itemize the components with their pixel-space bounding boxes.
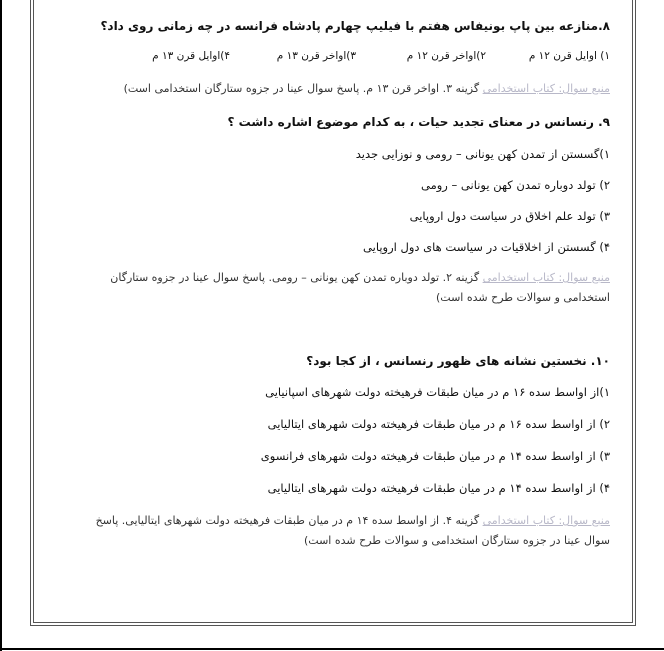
question-8-option-4: ۴)اوایل قرن ۱۳ م [152, 50, 230, 62]
question-10-answer [72, 511, 610, 551]
question-10-option-4: ۴) از اواسط سده ۱۴ م در میان طبقات فرهیخته دولت شهرهای ایتالیایی [267, 481, 610, 495]
question-8-option-1: ۱) اوایل قرن ۱۲ م [528, 50, 610, 62]
question-10-answer-source: منبع سوال: کتاب استخدامی [482, 514, 610, 527]
question-8-option-3: ۳)اواخر قرن ۱۳ م [276, 50, 356, 62]
question-9-option-1: ۱)گسستن از تمدن کهن یونانی – رومی و نوزایی جدید [355, 147, 610, 161]
question-8-option-2: ۲)اواخر قرن ۱۲ م [406, 50, 486, 62]
page-left-rule [0, 0, 2, 651]
question-9-option-3: ۳) تولد علم اخلاق در سیاست دول اروپایی [409, 209, 610, 223]
question-9-title: ۹. رنسانس در معنای تجدید حیات ، به کدام موضوع اشاره داشت ؟ [227, 115, 610, 129]
question-10-option-2: ۲) از اواسط سده ۱۶ م در میان طبقات فرهیخته دولت شهرهای ایتالیایی [267, 417, 610, 431]
question-10-answer-text: گزینه ۴. از اواسط سده ۱۴ م در میان طبقات فرهیخته دولت شهرهای ایتالیایی. پاسخ سوال عینا در جزوه ستارگان استخدامی و سوالات طرح شده است) [95, 514, 610, 547]
page-bottom-rule [0, 648, 664, 650]
question-8-answer-source: منبع سوال: کتاب استخدامی [482, 82, 610, 95]
question-9-answer-text: گزینه ۲. تولد دوباره تمدن کهن یونانی – رومی. پاسخ سوال عینا در جزوه ستارگان استخدامی و سوالات طرح شده است) [110, 271, 610, 304]
question-9-option-2: ۲) تولد دوباره تمدن کهن یونانی – رومی [421, 178, 610, 192]
question-9-answer-source: منبع سوال: کتاب استخدامی [482, 271, 610, 284]
question-8-answer [72, 79, 610, 99]
question-10-option-3: ۳) از اواسط سده ۱۴ م در میان طبقات فرهیخته دولت شهرهای فرانسوی [260, 449, 610, 463]
question-8-title: ۸.منازعه بین پاپ بونیفاس هفتم با فیلیپ چهارم پادشاه فرانسه در چه زمانی روی داد؟ [100, 19, 610, 33]
question-10-title: ۱۰. نخستین نشانه های ظهور رنسانس ، از کجا بود؟ [306, 354, 610, 368]
question-10-option-1: ۱)از اواسط سده ۱۶ م در میان طبقات فرهیخته دولت شهرهای اسپانیایی [265, 385, 610, 399]
question-9-option-4: ۴) گسستن از اخلاقیات در سیاست های دول اروپایی [363, 240, 610, 254]
question-8-options [70, 50, 610, 66]
document-content [70, 0, 610, 600]
question-9-answer [72, 268, 610, 308]
question-8-answer-text: گزینه ۳. اواخر قرن ۱۳ م. پاسخ سوال عینا در جزوه ستارگان استخدامی است) [123, 82, 480, 95]
